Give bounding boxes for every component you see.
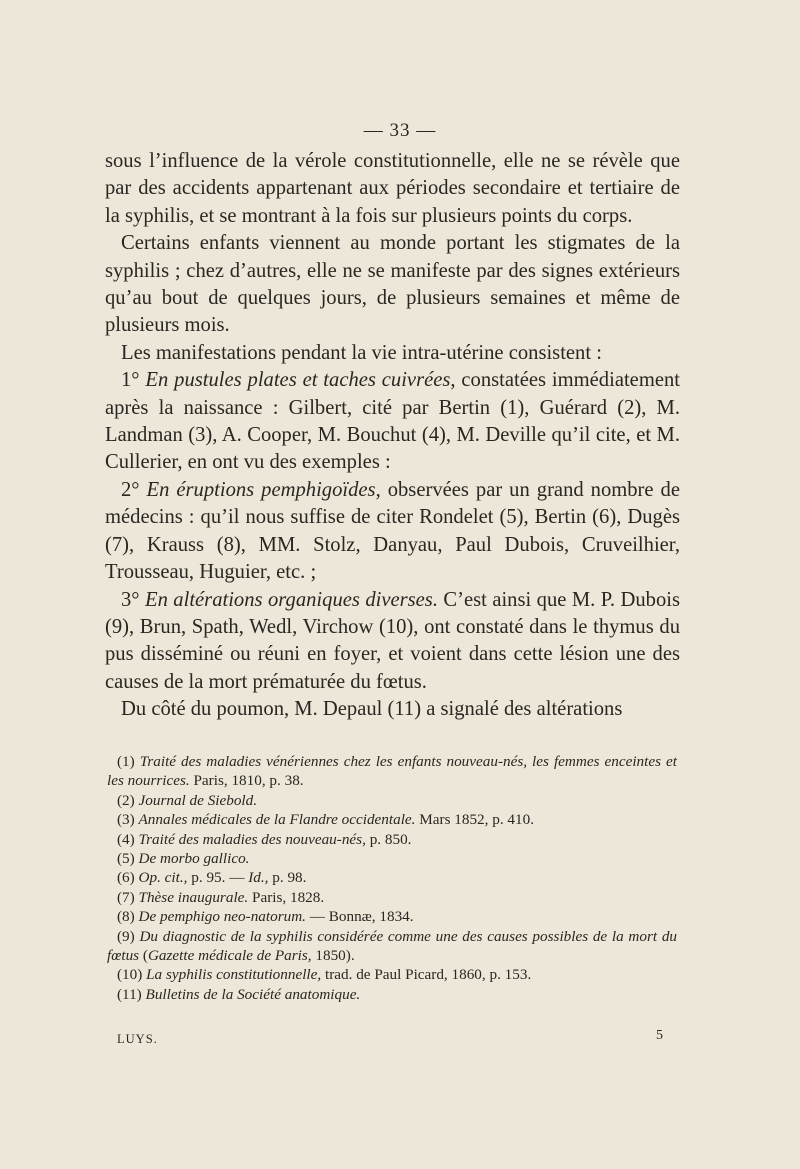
paragraph: Les manifestations pendant la vie intra-utérine consistent : — [121, 341, 602, 364]
footnote — [107, 752, 677, 791]
footnote-number: (2) — [117, 791, 139, 809]
list-item-paragraph — [105, 587, 680, 697]
item-heading: En pustules plates et taches cuivrées — [145, 369, 451, 392]
footnote-number: (5) — [117, 850, 139, 868]
footnote-title: Bulletins de la Société anatomique. — [145, 985, 361, 1003]
footnote — [107, 810, 677, 829]
item-number: 1° — [121, 369, 146, 392]
paragraph: sous l’influence de la vérole constitutionnelle, elle ne se révèle que par des accidents appartenant aux périodes secondaire et tertiaire de la syphilis, et se montrant à la fois sur plusieurs points du corps. — [105, 150, 680, 227]
item-body: , constatées immédiatement après la naissance : Gilbert, cité par Bertin (1), Guérard (2), M. Landman (3), A. Cooper, M. Bouchut (4), M. Deville qu’il cite, et M. Cullerier, en ont vu des exemples : — [105, 369, 680, 474]
footnote-number: (10) — [117, 966, 147, 984]
footnote — [107, 965, 677, 984]
gathering-mark: 5 — [656, 1028, 663, 1043]
footnote-title: Annales médicales de la Flandre occidentale. — [138, 811, 416, 829]
footnote-title: Du diagnostic de la syphilis considérée comme une des causes possibles de la mort du fœtus — [107, 927, 678, 965]
signature-line — [0, 1028, 800, 1052]
footnote-number: (8) — [117, 908, 139, 926]
footnote-detail: Paris, 1810, p. 38. — [189, 772, 304, 790]
footnote-detail: — Bonnæ, 1834. — [305, 908, 414, 926]
footnote-title: Traité des maladies des nouveau-nés, — [138, 830, 366, 848]
footnote — [107, 868, 677, 887]
item-body: , observées par un grand nombre de médecins : qu’il nous suffise de citer Rondelet (5), Bertin (6), Dugès (7), Krauss (8), MM. Stolz, Danyau, Paul Dubois, Cruveilhier, Trousseau, Huguier, etc. ; — [105, 478, 680, 584]
paragraph: Certains enfants viennent au monde portant les stigmates de la syphilis ; chez d’autres, elle ne se manifeste par des signes extérieurs qu’au bout de quelques jours, de plusieurs semaines et même de plusieurs mois. — [105, 232, 680, 337]
list-item-paragraph — [105, 477, 680, 587]
paragraph: Du côté du poumon, M. Depaul (11) a signalé des altérations — [121, 698, 623, 721]
footnote — [107, 927, 677, 966]
footnote — [107, 888, 677, 907]
item-body: C’est ainsi que M. P. Dubois (9), Brun, Spath, Wedl, Virchow (10), ont constaté dans le thymus du pus disséminé ou réuni en foyer, et voient dans cette lésion une des causes de la mort prématurée du fœtus. — [105, 588, 680, 693]
footnote-title: Traité des maladies vénériennes chez les enfants nouveau-nés, les femmes enceintes et les nourrices. — [107, 753, 677, 790]
footnote — [107, 985, 677, 1004]
printer-signature: LUYS. — [117, 1032, 158, 1046]
main-text — [105, 148, 680, 724]
footnote-number: (1) — [117, 753, 140, 770]
list-item-paragraph — [105, 367, 680, 477]
footnote — [107, 849, 677, 868]
footnote-title: La syphilis constitutionnelle, — [146, 966, 322, 984]
footnote-number: (6) — [117, 869, 139, 887]
footnote-title: De pemphigo neo-natorum. — [138, 908, 306, 926]
item-number: 2° — [121, 478, 147, 501]
footnote-detail: p. 850. — [365, 830, 412, 848]
footnote-number: (4) — [117, 830, 139, 848]
footnote-title: Journal de Siebold. — [138, 791, 258, 809]
footnote-detail: Paris, 1828. — [248, 888, 325, 906]
footnote-number: (3) — [117, 811, 139, 829]
footnotes — [107, 752, 677, 1004]
footnote-number: (7) — [117, 888, 139, 906]
page-number: — 33 — — [363, 120, 437, 141]
footnote-detail-2: 1850). — [311, 947, 355, 965]
footnote-number: (9) — [117, 927, 140, 945]
footnote — [107, 830, 677, 849]
footnote-title: Op. cit., — [138, 869, 188, 887]
footnote — [107, 791, 677, 810]
footnote-title-2: Gazette médicale de Paris, — [147, 947, 312, 965]
item-heading: En altérations organiques diverses. — [144, 588, 438, 611]
item-heading: En éruptions pemphigoïdes — [146, 478, 376, 501]
footnote-detail: Mars 1852, p. 410. — [415, 811, 535, 829]
footnote-detail: ( — [139, 947, 148, 965]
footnote-detail: trad. de Paul Picard, 1860, p. 153. — [321, 966, 532, 984]
footnote-title-2: Id., — [248, 869, 269, 887]
item-number: 3° — [121, 588, 145, 611]
footnote-title: De morbo gallico. — [138, 850, 250, 868]
footnote-number: (11) — [117, 985, 146, 1003]
footnote-detail-2: p. 98. — [268, 869, 307, 887]
footnote-detail: p. 95. — — [187, 869, 249, 887]
footnote — [107, 907, 677, 926]
footnote-title: Thèse inaugurale. — [138, 888, 249, 906]
